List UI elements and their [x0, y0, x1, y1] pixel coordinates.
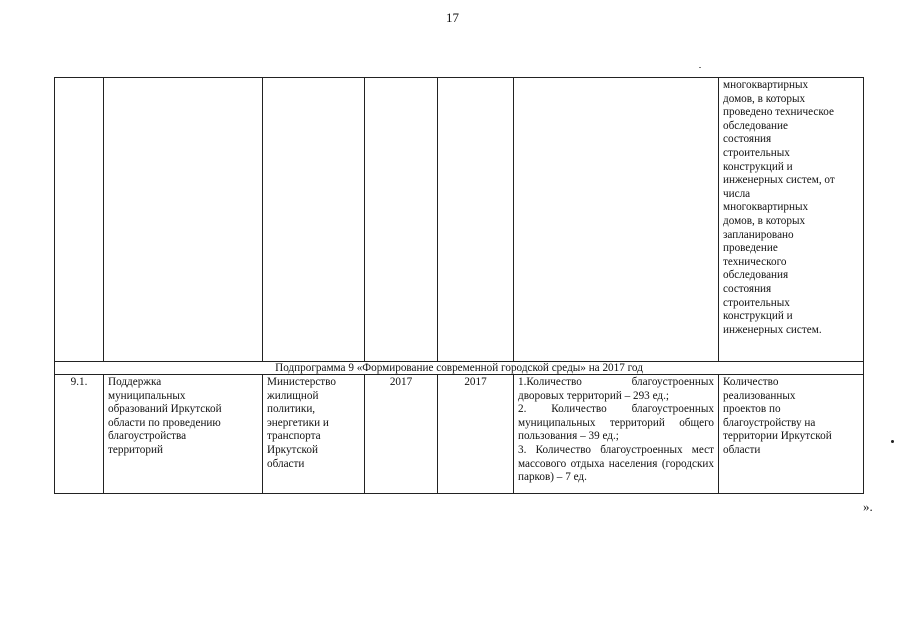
measure-line: благоустройства [108, 430, 187, 443]
cell-year-end: 2017 [438, 375, 514, 494]
cell-number: 9.1. [55, 375, 104, 494]
margin-dot [891, 440, 894, 443]
indicator-line: обследования [723, 269, 789, 282]
indicator-line: проведено техническое [723, 106, 834, 119]
executor-line: политики, [267, 403, 316, 416]
indicator-line: обследование [723, 119, 788, 132]
indicator-line: числа [723, 187, 751, 200]
indicator-line: конструкций и [723, 310, 793, 323]
measure-line: Поддержка [108, 376, 162, 388]
cell-year-start [365, 78, 438, 362]
indicator-line: многоквартирных [723, 79, 809, 91]
measure-line: области по проведению [108, 416, 221, 429]
result-item: 3. Количество благоустроенных мест массового отдыха населения (городских парков) – 7 ед. [518, 443, 714, 484]
table-row-9-1 [55, 375, 864, 494]
executor-line: Министерство [267, 376, 336, 388]
program-table [54, 77, 864, 494]
table-row-continued [55, 78, 864, 362]
closing-quote-mark: ». [863, 499, 873, 514]
indicator-line: реализованных [723, 389, 796, 402]
cell-measure [104, 78, 263, 362]
measure-line: образований Иркутской [108, 403, 222, 416]
cell-executor [263, 78, 365, 362]
indicator-line: Количество [723, 376, 779, 388]
cell-executor [263, 375, 365, 494]
indicator-line: технического [723, 255, 787, 268]
indicator-line: домов, в которых [723, 214, 806, 227]
executor-line: Иркутской [267, 443, 318, 456]
indicator-line: запланировано [723, 228, 794, 241]
indicator-line: строительных [723, 146, 790, 159]
executor-line: области [267, 457, 305, 470]
cell-number [55, 78, 104, 362]
page-number: 17 [446, 10, 459, 25]
cell-indicator [719, 375, 864, 494]
subprogram-header: Подпрограмма 9 «Формирование современной городской среды» на 2017 год [55, 362, 864, 375]
indicator-line: многоквартирных [723, 201, 809, 214]
indicator-line: строительных [723, 296, 790, 309]
cell-year-end [438, 78, 514, 362]
measure-line: муниципальных [108, 389, 186, 402]
scan-speck [699, 67, 701, 68]
indicator-line: территории Иркутской [723, 430, 832, 443]
indicator-line: проведение [723, 242, 778, 255]
cell-results [514, 375, 719, 494]
subprogram-header-row [55, 362, 864, 375]
cell-year-start: 2017 [365, 375, 438, 494]
executor-line: энергетики и [267, 416, 329, 429]
cell-indicator [719, 78, 864, 362]
indicator-line: области [723, 443, 761, 456]
indicator-line: инженерных систем, от [723, 174, 835, 187]
indicator-line: домов, в которых [723, 92, 806, 105]
executor-line: жилищной [267, 389, 319, 402]
cell-measure [104, 375, 263, 494]
indicator-line: состояния [723, 133, 772, 146]
indicator-line: конструкций и [723, 160, 793, 173]
executor-line: транспорта [267, 430, 321, 443]
indicator-line: проектов по [723, 403, 781, 416]
indicator-line: инженерных систем. [723, 323, 822, 336]
cell-results [514, 78, 719, 362]
indicator-line: состояния [723, 282, 772, 295]
measure-line: территорий [108, 443, 163, 456]
indicator-line: благоустройству на [723, 416, 816, 429]
result-item: 2. Количество благоустроенных муниципальных территорий общего пользования – 39 ед.; [518, 403, 714, 443]
result-item: 1.Количество благоустроенных дворовых территорий – 293 ед.; [518, 376, 714, 402]
